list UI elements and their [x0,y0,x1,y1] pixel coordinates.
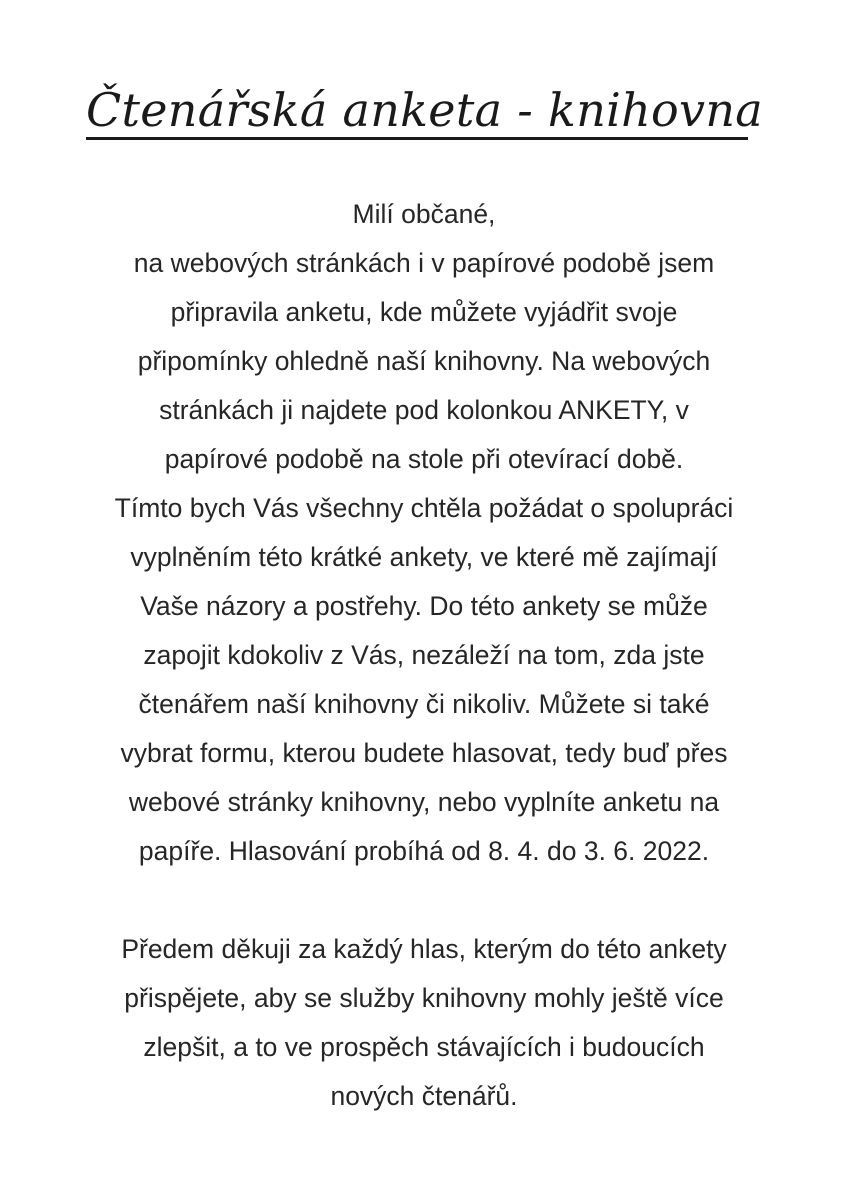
paragraph-thanks [60,925,788,1121]
text-line: na webových stránkách i v papírové podobě jsem [133,248,715,278]
text-line: připomínky ohledně naší knihovny. Na webových [137,346,711,376]
text-line: Tímto bych Vás všechny chtěla požádat o spolupráci [114,493,734,523]
text-line: zlepšit, a to ve prospěch stávajících i budoucích [143,1032,705,1062]
text-line: Milí občané, [352,199,496,229]
text-line: webové stránky knihovny, nebo vyplníte anketu na [128,787,720,817]
text-line: Vaše názory a postřehy. Do této ankety se může [140,591,708,621]
text-line: připravila anketu, kde můžete vyjádřit svoje [170,297,678,327]
text-line: přispějete, aby se služby knihovny mohly ještě více [124,983,724,1013]
text-line: čtenářem naší knihovny či nikoliv. Můžete si také [138,689,710,719]
text-line: papírové podobě na stole při otevírací době. [164,444,684,474]
text-line: stránkách ji najdete pod kolonkou ANKETY, v [159,395,689,425]
document-title: Čtenářská anketa - knihovna [86,83,763,137]
text-line: vyplněním této krátké ankety, ve které mě zajímají [130,542,718,572]
title-underline [86,137,748,140]
paragraph-invitation [60,190,788,876]
text-line: zapojit kdokoliv z Vás, nezáleží na tom, zda jste [143,640,705,670]
text-line: papíře. Hlasování probíhá od 8. 4. do 3. 6. 2022. [138,836,710,866]
text-line: vybrat formu, kterou budete hlasovat, tedy buď přes [120,738,728,768]
text-line: Předem děkuji za každý hlas, kterým do této ankety [121,934,727,964]
text-line: nových čtenářů. [330,1081,518,1111]
